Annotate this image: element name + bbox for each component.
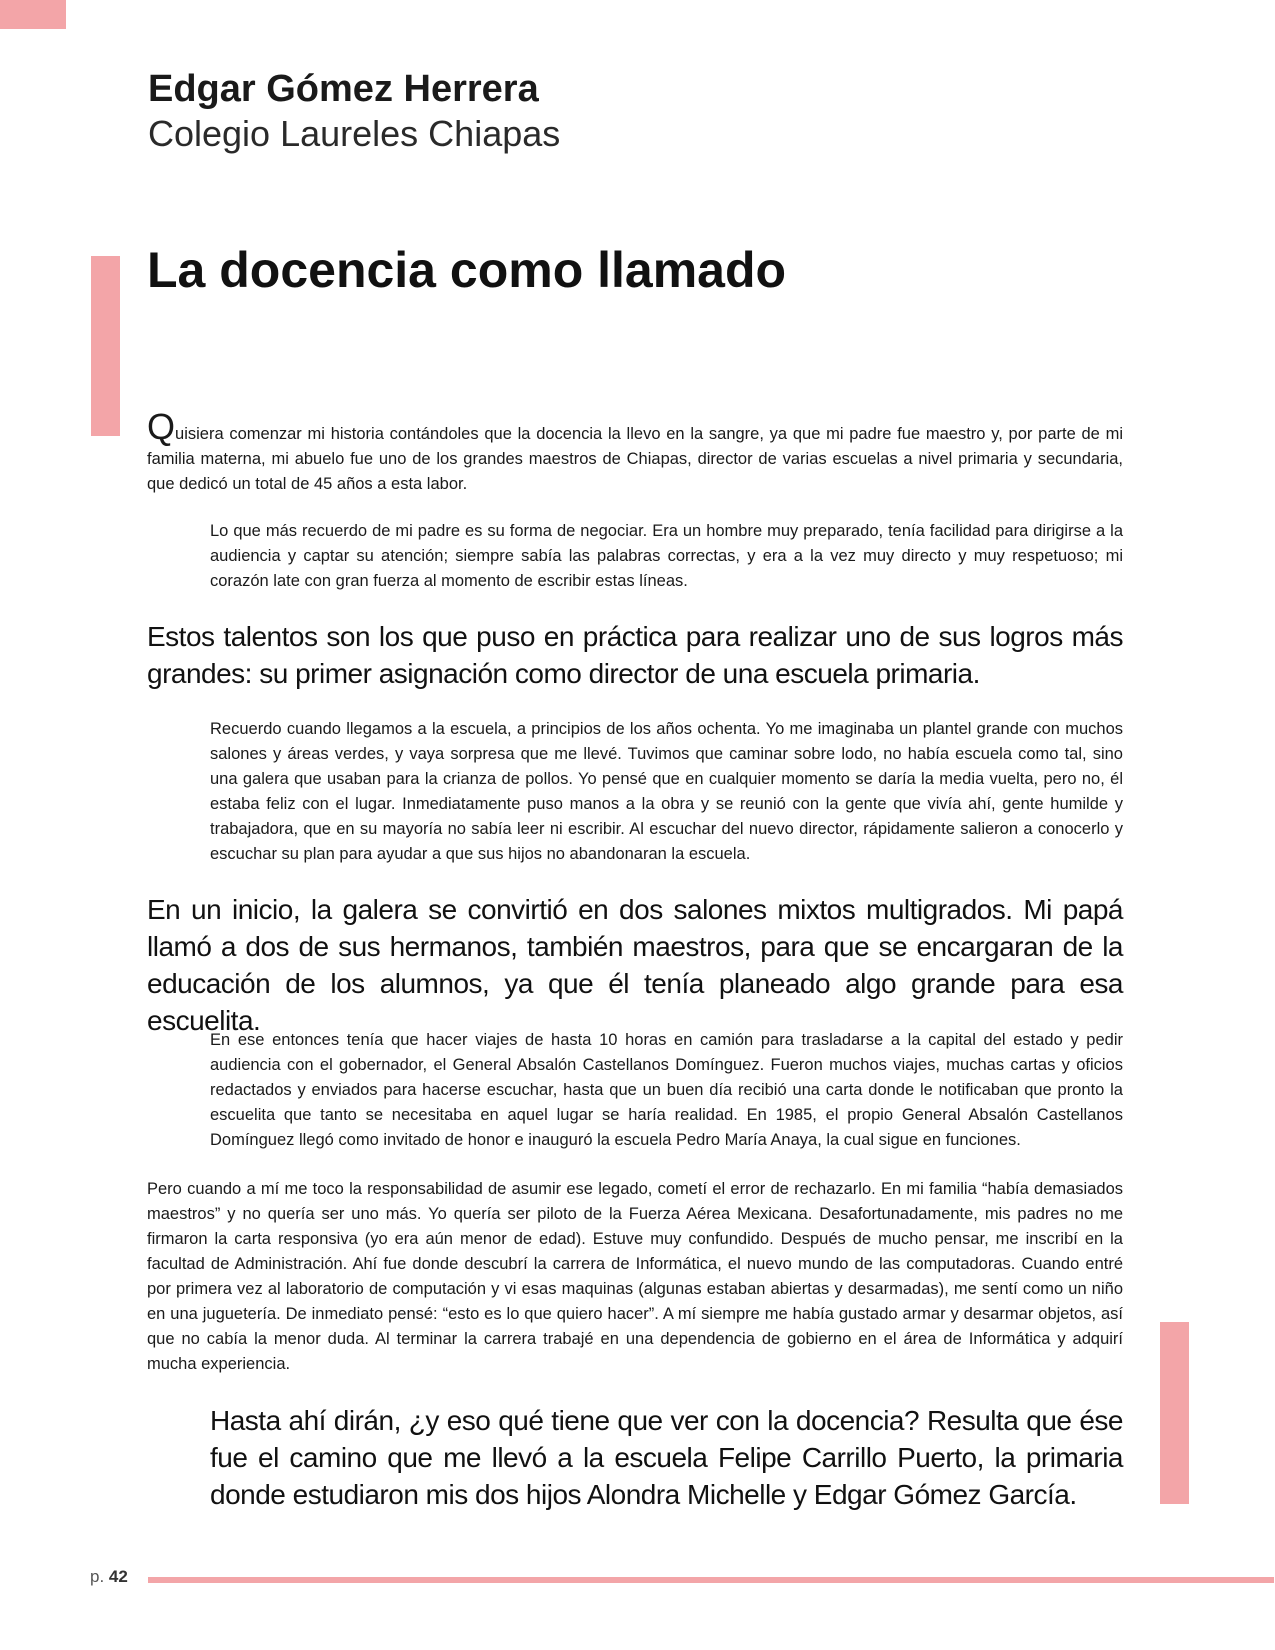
paragraph-father: Lo que más recuerdo de mi padre es su forma de negociar. Era un hombre muy preparado, tenía facilidad para dirigirse a la audiencia y captar su atención; siempre sabía las palabras correctas, y era a la vez muy directo y muy respetuoso; mi corazón late con gran fuerza al momento de escribir estas líneas. xyxy=(210,522,1123,590)
top-accent-tab xyxy=(0,0,66,29)
paragraph-school-arrival: Recuerdo cuando llegamos a la escuela, a principios de los años ochenta. Yo me imaginaba un plantel grande con muchos salones y áreas verdes, y vaya sorpresa que me llevé. Tuvimos que caminar sobre lodo, no había escuela como tal, sino una galera que usaban para la crianza de pollos. Yo pensé que en cualquier momento se daría la media vuelta, pero no, él estaba feliz con el lugar. Inmediatamente puso manos a la obra y se reunió con la gente que vivía ahí, gente humilde y trabajadora, que en su mayoría no sabía leer ni escribir. Al escuchar del nuevo director, rápidamente salieron a conocerlo y escuchar su plan para ayudar a que sus hijos no abandonaran la escuela. xyxy=(210,720,1123,863)
page-number xyxy=(90,1567,128,1587)
paragraph-travels: En ese entonces tenía que hacer viajes de hasta 10 horas en camión para trasladarse a la capital del estado y pedir audiencia con el gobernador, el General Absalón Castellanos Domínguez. Fueron muchos viajes, muchas cartas y oficios redactados y enviados para hacerse escuchar, hasta que un buen día recibió una carta donde le notificaban que pronto la escuelita que tanto se necesitaba en aquel lugar se haría realidad. En 1985, el propio General Absalón Castellanos Domínguez llegó como invitado de honor e inauguró la escuela Pedro María Anaya, la cual sigue en funciones. xyxy=(210,1031,1123,1149)
paragraph-legacy: Pero cuando a mí me toco la responsabilidad de asumir ese legado, cometí el error de rechazarlo. En mi familia “había demasiados maestros” y no quería ser uno más. Yo quería ser piloto de la Fuerza Aérea Mexicana. Desafortunadamente, mis padres no me firmaron la carta responsiva (yo era aún menor de edad). Estuve muy confundido. Después de mucho pensar, me inscribí en la facultad de Administración. Ahí fue donde descubrí la carrera de Informática, el nuevo mundo de las computadoras. Cuando entré por primera vez al laboratorio de computación y vi esas maquinas (algunas estaban abiertas y desarmadas), me sentí como un niño en una juguetería. De inmediato pensé: “esto es lo que quiero hacer”. A mí siempre me había gustado armar y desarmar objetos, así que no cabía la menor duda. Al terminar la carrera trabajé en una dependencia de gobierno en el área de Informática y adquirí mucha experiencia. xyxy=(147,1180,1123,1373)
pull-quote-docencia: Hasta ahí dirán, ¿y eso qué tiene que ver con la docencia? Resulta que ése fue el camino que me llevó a la escuela Felipe Carrillo Puerto, la primaria donde estudiaron mis dos hijos Alondra Michelle y Edgar Gómez García. xyxy=(210,1405,1123,1510)
page-prefix: p. xyxy=(90,1567,105,1586)
pull-quote-galera: En un inicio, la galera se convirtió en dos salones mixtos multigrados. Mi papá llamó a dos de sus hermanos, también maestros, para que se encargaran de la educación de los alumnos, ya que él tenía planeado algo grande para esa escuelita. xyxy=(147,894,1123,1036)
intro-paragraph xyxy=(147,406,1123,497)
pull-quote-talents: Estos talentos son los que puso en práctica para realizar uno de sus logros más grandes: su primer asignación como director de una escuela primaria. xyxy=(147,621,1123,689)
intro-text: uisiera comenzar mi historia contándoles que la docencia la llevo en la sangre, ya que mi padre fue maestro y, por parte de mi familia materna, mi abuelo fue uno de los grandes maestros de Chiapas, director de varias escuelas a nivel primaria y secundaria, que dedicó un total de 45 años a esta labor. xyxy=(147,425,1123,493)
school-name: Colegio Laureles Chiapas xyxy=(148,113,561,154)
article-title: La docencia como llamado xyxy=(147,242,787,298)
drop-cap: Q xyxy=(147,406,176,447)
title-accent-bar xyxy=(91,256,120,436)
footer-accent-line xyxy=(148,1577,1274,1583)
author-name: Edgar Gómez Herrera xyxy=(148,68,539,110)
page-number-value: 42 xyxy=(108,1567,128,1586)
side-accent-bar xyxy=(1160,1322,1189,1504)
